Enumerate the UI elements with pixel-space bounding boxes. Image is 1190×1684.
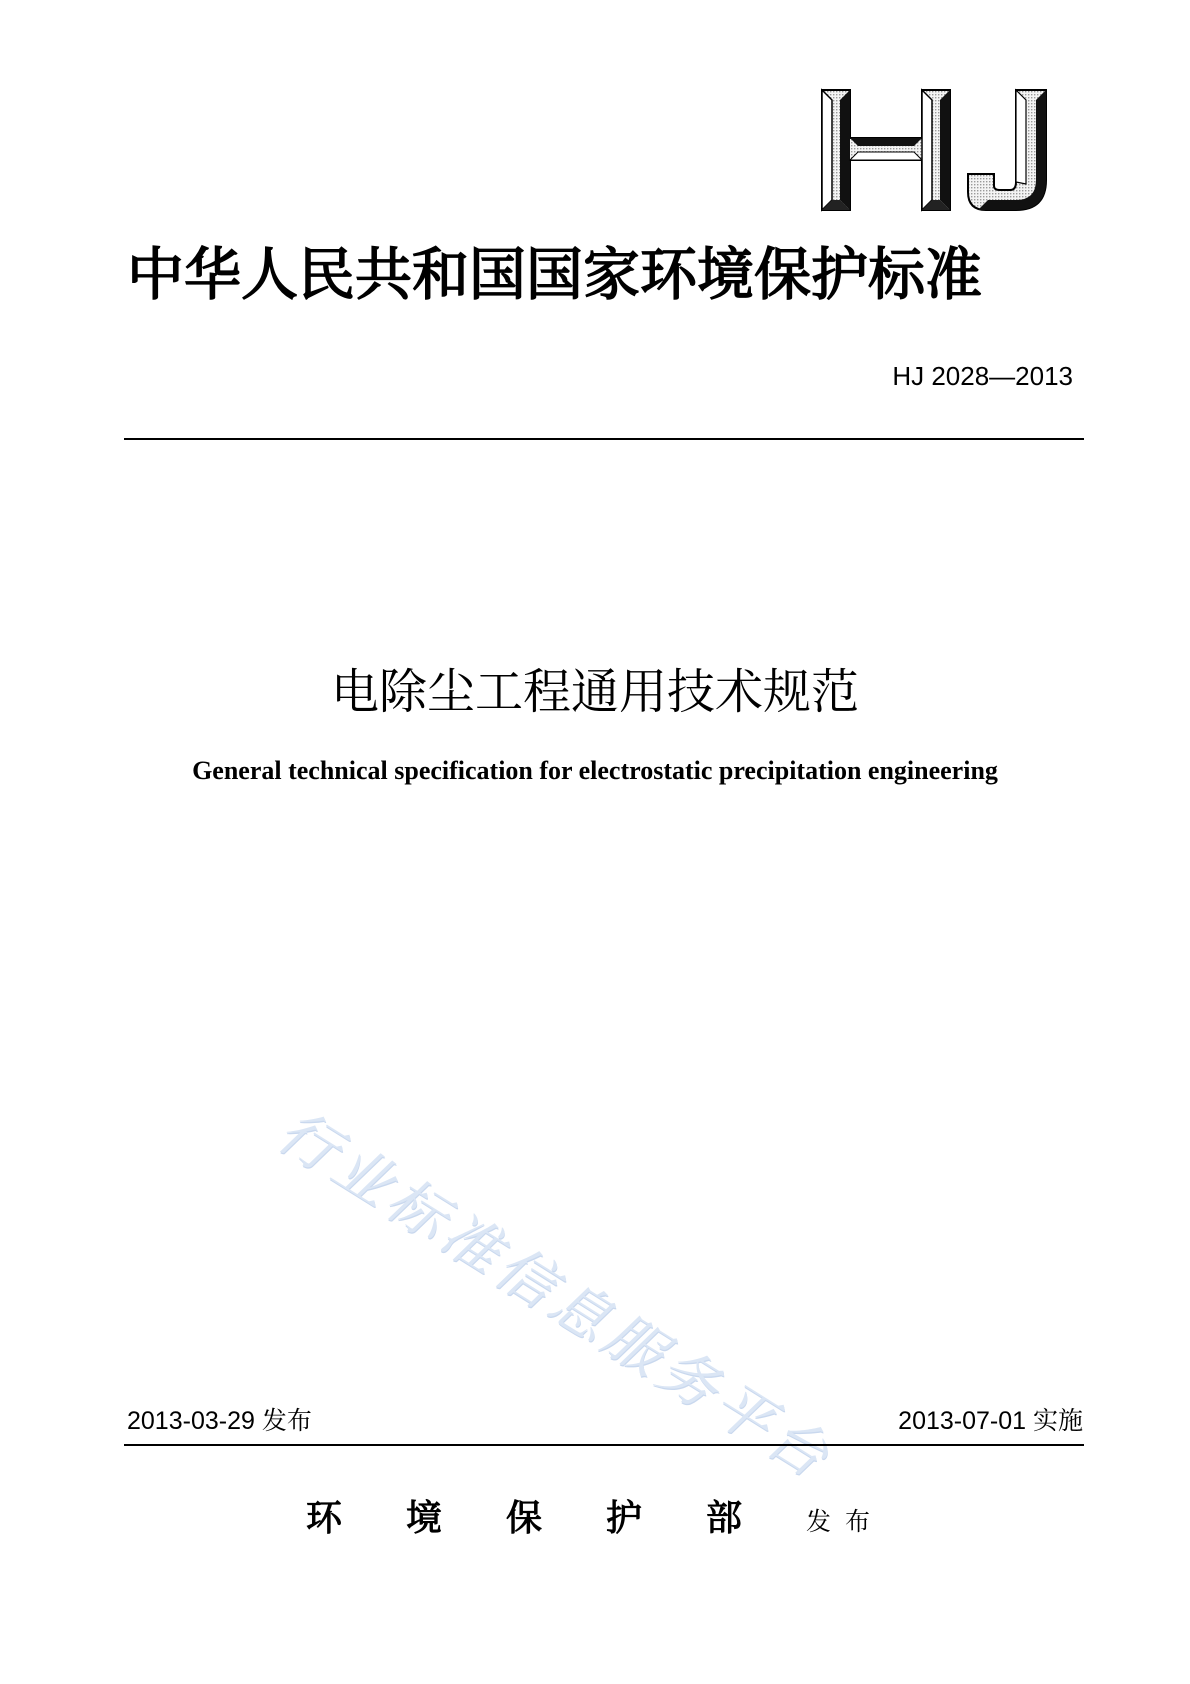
document-title-en: General technical specification for electrostatic precipitation engineering <box>192 756 998 785</box>
standard-category-title: 中华人民共和国国家环境保护标准 <box>127 241 982 308</box>
issue-date: 2013-03-29 发布 <box>127 1407 312 1435</box>
top-divider <box>124 438 1084 440</box>
document-title-zh: 电除尘工程通用技术规范 <box>330 664 859 720</box>
standard-number: HJ 2028—2013 <box>892 361 1073 391</box>
implementation-date: 2013-07-01 实施 <box>898 1407 1083 1435</box>
publisher-line <box>0 1496 1190 1544</box>
hj-logo <box>818 88 1054 212</box>
publisher-name: 环境保护部 <box>305 1497 806 1539</box>
logo-letter-h <box>822 90 950 210</box>
publisher-suffix: 发布 <box>806 1507 885 1536</box>
bottom-divider <box>124 1444 1084 1446</box>
watermark: 行业标准信息服务平台 <box>266 1096 845 1494</box>
logo-letter-j <box>968 90 1046 210</box>
